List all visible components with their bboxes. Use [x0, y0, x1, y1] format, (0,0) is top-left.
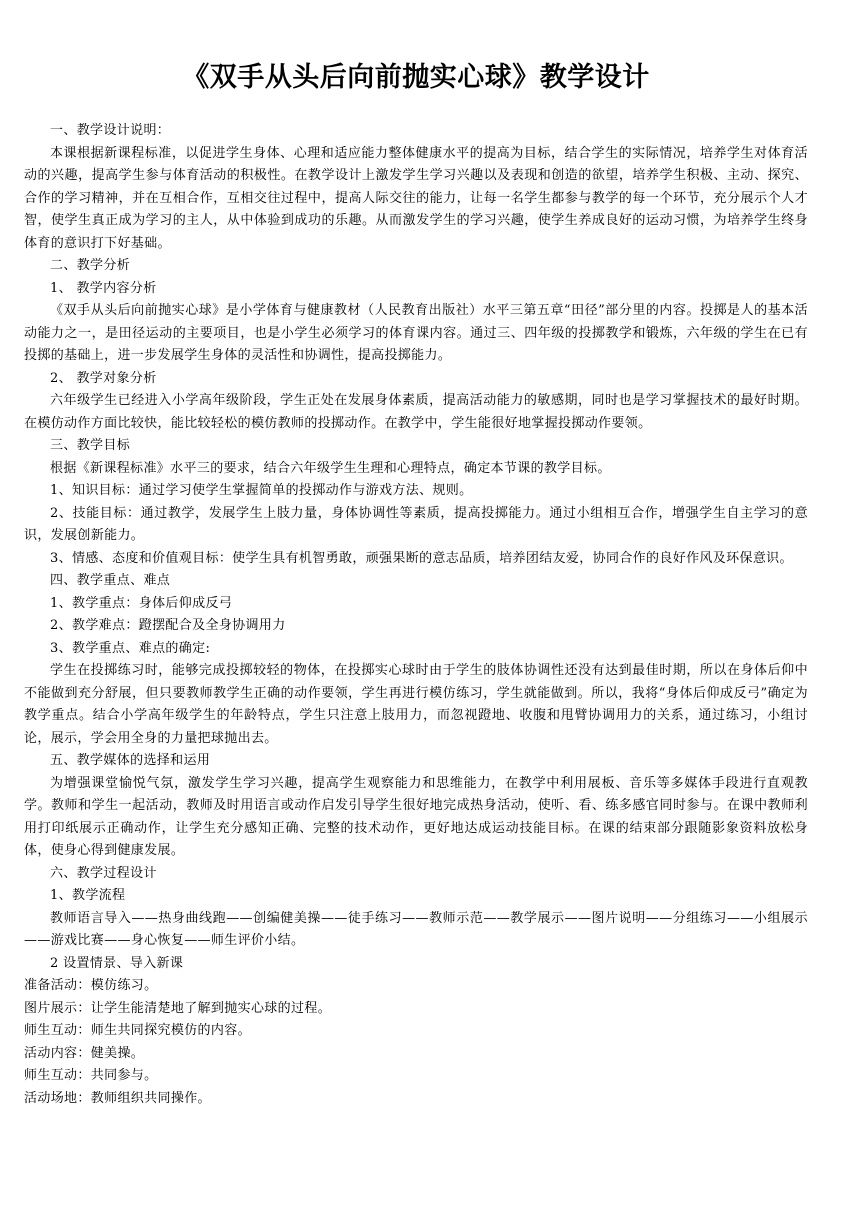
document-title: 《双手从头后向前抛实心球》教学设计: [182, 62, 650, 93]
objective-emotion: 3、情感、态度和价值观目标：使学生具有机智勇敢，顽强果断的意志品质，培养团结友爱，协同合作的良好作风及环保意识。: [50, 550, 793, 566]
section-heading-6: 六、教学过程设计: [50, 865, 157, 881]
paragraph-student-analysis: 六年级学生已经进入小学高年级阶段，学生正处在发展身体素质，提高活动能力的敏感期，同时也是学习掌握技术的最好时期。在模仿动作方面比较快，能比较轻松的模仿教师的投掷动作。在教学中，学生能很好地掌握投掷动作要领。: [24, 393, 808, 431]
section-heading-3: 三、教学目标: [50, 438, 131, 453]
section-heading-5: 五、教学媒体的选择和运用: [50, 753, 211, 768]
section-heading-1: 一、教学设计说明：: [50, 123, 171, 138]
objective-knowledge: 1、知识目标：通过学习使学生掌握简单的投掷动作与游戏方法、规则。: [50, 483, 473, 498]
subheading-content-analysis: 1、 教学内容分析: [50, 280, 157, 296]
section-heading-4: 四、教学重点、难点: [50, 573, 171, 588]
difficult-point: 2、教学难点：蹬摆配合及全身协调用力: [50, 618, 286, 633]
paragraph-key-points: 学生在投掷练习时，能够完成投掷较轻的物体，在投掷实心球时由于学生的肢体协调性还没有达到最佳时期，所以在身体后仰中不能做到充分舒展，但只要教师教学生正确的动作要领，学生再进行模仿练习，学生就能做到。所以，我将“身体后仰成反弓”确定为教学重点。结合小学高年级学生的年龄特点，学生只注意上肢用力，而忽视蹬地、收腹和甩臂协调用力的关系，通过练习，小组讨论，展示，学会用全身的力量把球抛出去。: [24, 663, 808, 746]
paragraph-process: 教师语言导入——热身曲线跑——创编健美操——徒手练习——教师示范——教学展示——图片说明——分组练习——小组展示——游戏比赛——身心恢复——师生评价小结。: [24, 910, 808, 948]
line-picture-display: 图片展示：让学生能清楚地了解到抛实心球的过程。: [24, 1000, 332, 1016]
section-heading-2: 二、教学分析: [50, 258, 131, 273]
line-interaction-2: 师生互动：共同参与。: [24, 1068, 158, 1083]
document-body: [24, 120, 808, 1110]
document-page: [24, 58, 808, 1110]
key-point-determination: 3、教学重点、难点的确定:: [50, 640, 211, 656]
paragraph-media: 为增强课堂愉悦气氛，激发学生学习兴趣，提高学生观察能力和思维能力，在教学中利用展板、音乐等多媒体手段进行直观教学。教师和学生一起活动，教师及时用语言或动作启发引导学生很好地完成热身活动，使听、看、练多感官同时参与。在课中教师利用打印纸展示正确动作，让学生充分感知正确、完整的技术动作，更好地达成运动技能目标。在课的结束部分跟随影象资料放松身体，使身心得到健康发展。: [24, 775, 808, 858]
line-prep-activity: 准备活动：模仿练习。: [24, 978, 158, 993]
subheading-process: 1、教学流程: [50, 888, 126, 903]
line-activity-content: 活动内容：健美操。: [24, 1045, 145, 1061]
objective-skill: 2、技能目标：通过教学，发展学生上肢力量，身体协调性等素质，提高投掷能力。通过小组相互合作，增强学生自主学习的意识，发展创新能力。: [24, 505, 808, 543]
paragraph-objectives-intro: 根据《新课程标准》水平三的要求，结合六年级学生生理和心理特点，确定本节课的教学目标。: [50, 460, 611, 476]
paragraph-content-analysis: 《双手从头后向前抛实心球》是小学体育与健康教材（人民教育出版社）水平三第五章“田径”部分里的内容。投掷是人的基本活动能力之一，是田径运动的主要项目，也是小学生必须学习的体育课内容。通过三、四年级的投掷教学和锻炼，六年级的学生在已有投掷的基础上，进一步发展学生身体的灵活性和协调性，提高投掷能力。: [24, 303, 808, 363]
paragraph-design-intro: 本课根据新课程标准，以促进学生身体、心理和适应能力整体健康水平的提高为目标，结合学生的实际情况，培养学生对体育活动的兴趣，提高学生参与体育活动的积极性。在教学设计上激发学生学习兴趣以及表现和创造的欲望，培养学生积极、主动、探究、合作的学习精神，并在互相合作，互相交往过程中，提高人际交往的能力，让每一名学生都参与教学的每一个环节，充分展示个人才智，使学生真正成为学习的主人，从中体验到成功的乐趣。从而激发学生的学习兴趣，使学生养成良好的运动习惯，为培养学生终身体育的意识打下好基础。: [24, 145, 808, 251]
line-activity-venue: 活动场地：教师组织共同操作。: [24, 1090, 211, 1106]
subheading-student-analysis: 2、 教学对象分析: [50, 370, 157, 386]
line-interaction-1: 师生互动：师生共同探究模仿的内容。: [24, 1023, 251, 1038]
subheading-scenario: 2 设置情景、导入新课: [50, 955, 184, 971]
key-point: 1、教学重点：身体后仰成反弓: [50, 595, 233, 611]
